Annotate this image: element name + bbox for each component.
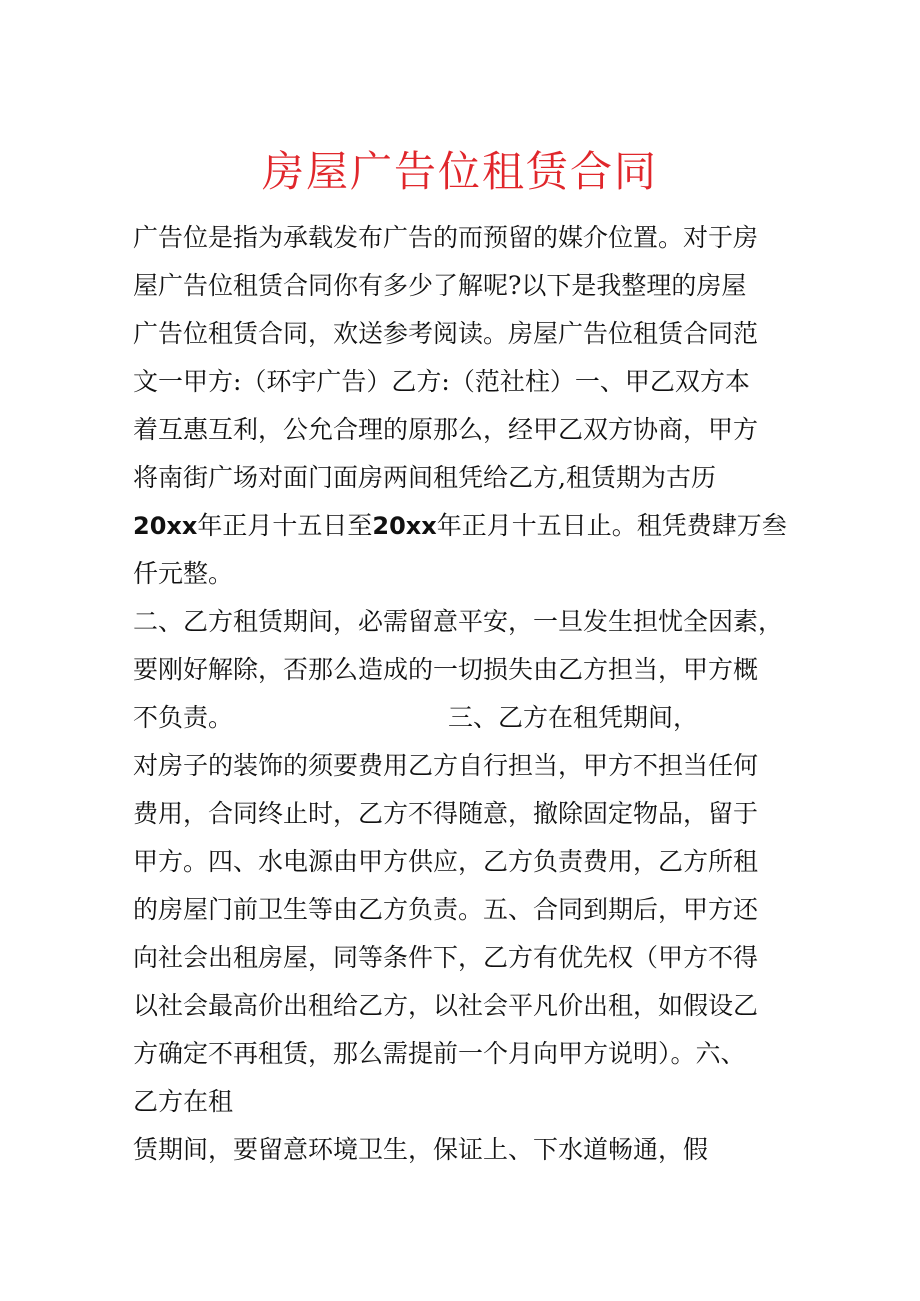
text-line: 向社会出租房屋，同等条件下，乙方有优先权（甲方不得 bbox=[133, 943, 759, 972]
text-line: 要刚好解除，否那么造成的一切损失由乙方担当，甲方概 bbox=[133, 655, 759, 684]
text-line: 广告位租赁合同，欢送参考阅读。房屋广告位租赁合同范 bbox=[133, 319, 759, 348]
start-year: 20xx bbox=[133, 512, 198, 540]
text-line: 文一甲方:（环宇广告）乙方:（范社柱）一、甲乙双方本 bbox=[133, 367, 750, 396]
text-segment-left: 不负责。 bbox=[133, 703, 234, 732]
text-line: 二、乙方租赁期间，必需留意平安，一旦发生担忧全因素， bbox=[133, 607, 784, 636]
text-line-split bbox=[133, 694, 813, 742]
date-text-end: 年正月十五日止。租凭费肆万叁 bbox=[436, 511, 787, 540]
end-year: 20xx bbox=[372, 512, 437, 540]
text-line: 以社会最高价出租给乙方，以社会平凡价出租，如假设乙 bbox=[133, 991, 759, 1020]
text-line: 的房屋门前卫生等由乙方负责。五、合同到期后，甲方还 bbox=[133, 895, 759, 924]
date-text: 年正月十五日至 bbox=[197, 511, 373, 540]
text-line: 方确定不再租赁，那么需提前一个月向甲方说明）。六、 bbox=[133, 1039, 746, 1068]
text-line: 对房子的装饰的须要费用乙方自行担当，甲方不担当任何 bbox=[133, 751, 759, 780]
text-line: 屋广告位租赁合同你有多少了解呢?以下是我整理的房屋 bbox=[133, 271, 747, 300]
text-line: 甲方。四、水电源由甲方供应，乙方负责费用，乙方所租 bbox=[133, 847, 759, 876]
text-line: 费用，合同终止时，乙方不得随意，撤除固定物品，留于 bbox=[133, 799, 759, 828]
text-line: 赁期间，要留意环境卫生，保证上、下水道畅通，假 bbox=[133, 1135, 709, 1164]
text-line: 仟元整。 bbox=[133, 559, 234, 588]
text-line: 着互惠互利，公允合理的原那么，经甲乙双方协商，甲方 bbox=[133, 415, 759, 444]
text-line: 乙方在租 bbox=[133, 1087, 234, 1116]
text-line: 广告位是指为承载发布广告的而预留的媒介位置。对于房 bbox=[133, 223, 759, 252]
document-title: 房屋广告位租赁合同 bbox=[261, 147, 658, 196]
text-line-dates bbox=[133, 502, 813, 550]
document-body bbox=[133, 214, 813, 1174]
text-segment-right: 三、乙方在租凭期间， bbox=[448, 703, 699, 732]
text-line: 将南街广场对面门面房两间租凭给乙方,租赁期为古历 bbox=[133, 463, 716, 492]
